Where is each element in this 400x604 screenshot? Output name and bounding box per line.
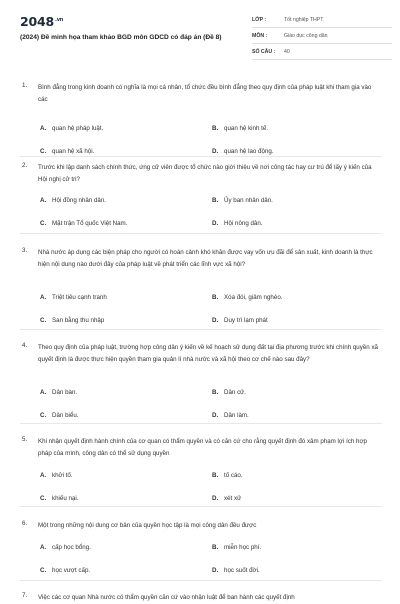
question-number: 1.: [22, 82, 28, 89]
option-letter: C.: [40, 495, 47, 502]
option-letter: A.: [40, 389, 47, 396]
option-letter: C.: [40, 317, 47, 324]
option-letter: A.: [40, 125, 47, 132]
meta-value: Tốt nghiệp THPT: [284, 16, 324, 23]
question-divider: [20, 506, 382, 507]
option-a[interactable]: [40, 544, 91, 551]
exam-title: (2024) Đề minh họa tham khảo BGD môn GDCD có đáp án (Đề 8): [20, 34, 222, 41]
meta-row-subject: [252, 28, 392, 44]
option-letter: C.: [40, 148, 47, 155]
option-letter: B.: [212, 472, 219, 479]
option-text: Dân cử.: [224, 389, 247, 396]
option-d[interactable]: [212, 220, 263, 227]
option-letter: D.: [212, 317, 219, 324]
option-c[interactable]: [40, 148, 94, 155]
exam-meta-table: [252, 12, 392, 60]
option-letter: A.: [40, 472, 47, 479]
question-divider: [20, 329, 382, 330]
option-text: xét xử: [224, 495, 242, 502]
option-text: Xóa đói, giảm nghèo.: [224, 294, 283, 301]
meta-key: SỐ CÂU :: [252, 48, 276, 55]
question-number: 4.: [22, 342, 28, 349]
option-text: quan hệ xã hội.: [52, 148, 95, 155]
meta-row-class: [252, 12, 392, 28]
option-a[interactable]: [40, 472, 73, 479]
question-number: 6.: [22, 520, 28, 527]
option-letter: D.: [212, 495, 219, 502]
question-text: Bình đẳng trong kinh doanh có nghĩa là mọi cá nhân, tổ chức đều bình đẳng theo quy định của pháp luật khi tham gia vào các: [38, 84, 372, 104]
option-b[interactable]: [212, 389, 246, 396]
logo-text: 2048: [20, 14, 54, 29]
option-letter: B.: [212, 197, 219, 204]
option-text: Dân bàn.: [52, 389, 78, 396]
option-text: miễn học phí.: [224, 544, 262, 551]
page-header: [0, 0, 400, 62]
option-d[interactable]: [212, 412, 249, 419]
option-letter: B.: [212, 294, 219, 301]
question-number: 2.: [22, 162, 28, 169]
option-text: học vượt cấp.: [52, 567, 91, 574]
option-letter: D.: [212, 412, 219, 419]
option-a[interactable]: [40, 197, 106, 204]
option-b[interactable]: [212, 472, 243, 479]
option-text: Mặt trận Tổ quốc Việt Nam.: [52, 220, 128, 227]
option-a[interactable]: [40, 389, 77, 396]
option-text: tố cáo.: [224, 472, 243, 479]
option-text: khởi tố.: [52, 472, 73, 479]
option-b[interactable]: [212, 125, 268, 132]
question-text: Việc các cơ quan Nhà nước có thẩm quyền căn cứ vào nhận luật để ban hành các quyết định: [38, 594, 295, 601]
question-number: 5.: [22, 436, 28, 443]
question-text: Khi nhận quyết định hành chính của cơ quan có thẩm quyền và có căn cứ cho rằng quyết định đó xâm phạm lợi ích hợp pháp của mình, công dân có thể sử dụng quyền: [38, 438, 367, 458]
option-d[interactable]: [212, 317, 268, 324]
question-divider: [20, 233, 382, 234]
option-d[interactable]: [212, 148, 274, 155]
site-logo[interactable]: [20, 14, 63, 29]
option-letter: D.: [212, 220, 219, 227]
option-b[interactable]: [212, 197, 273, 204]
option-text: Hội nông dân.: [224, 220, 263, 227]
option-c[interactable]: [40, 412, 79, 419]
option-letter: D.: [212, 148, 219, 155]
meta-key: MÔN :: [252, 32, 268, 39]
meta-key: LỚP :: [252, 16, 267, 23]
option-c[interactable]: [40, 317, 104, 324]
option-c[interactable]: [40, 495, 79, 502]
option-text: học suốt đời.: [224, 567, 260, 574]
option-letter: C.: [40, 220, 47, 227]
meta-row-count: [252, 44, 392, 60]
logo-suffix: .vn: [55, 16, 64, 23]
question-text: Trước khi lập danh sách chính thức, ứng cử viên được tổ chức nào giới thiệu về nơi công tác hay cư trú để lấy ý kiến của Hội nghị cử tri?: [38, 164, 372, 184]
option-text: Ủy ban nhân dân.: [224, 197, 273, 204]
option-text: quan hệ pháp luật.: [52, 125, 104, 132]
option-letter: B.: [212, 544, 219, 551]
question-number: 3.: [22, 247, 28, 254]
option-text: Duy trì lạm phát: [224, 317, 268, 324]
option-c[interactable]: [40, 567, 90, 574]
question-divider: [20, 423, 382, 424]
option-letter: C.: [40, 412, 47, 419]
option-d[interactable]: [212, 567, 260, 574]
option-text: San bằng thu nhập: [52, 317, 105, 324]
option-letter: A.: [40, 197, 47, 204]
option-c[interactable]: [40, 220, 127, 227]
meta-value: Giáo dục công dân: [284, 32, 328, 39]
question-divider: [20, 580, 382, 581]
option-letter: C.: [40, 567, 47, 574]
option-text: Hội đồng nhân dân.: [52, 197, 107, 204]
option-text: cấp học bổng.: [52, 544, 91, 551]
option-letter: B.: [212, 125, 219, 132]
option-d[interactable]: [212, 495, 241, 502]
option-a[interactable]: [40, 294, 107, 301]
question-number: 7.: [22, 592, 28, 599]
option-a[interactable]: [40, 125, 103, 132]
question-divider: [20, 156, 382, 157]
option-b[interactable]: [212, 294, 282, 301]
option-letter: B.: [212, 389, 219, 396]
option-letter: D.: [212, 567, 219, 574]
option-text: Dân biểu.: [52, 412, 79, 419]
option-text: Dân làm.: [224, 412, 249, 419]
question-text: Nhà nước áp dụng các biện pháp cho người có hoàn cảnh khó khăn được vay vốn ưu đãi để sản xuất, kinh doanh là thực hiện nội dung nào dưới đây của pháp luật về phát triển các lĩnh vực xã hội?: [38, 249, 373, 269]
option-text: quan hệ kinh tế.: [224, 125, 269, 132]
option-letter: A.: [40, 544, 47, 551]
option-b[interactable]: [212, 544, 261, 551]
meta-value: 40: [284, 48, 290, 55]
question-text: Theo quy định của pháp luật, trường hợp công dân ý kiến về kế hoạch sử dụng đất tại địa phương trước khi chính quyền xã quyết định là được thực hiện quyền tham gia quản lí nhà nước và xã hội theo cơ chế nào sau đây?: [38, 344, 378, 364]
option-letter: A.: [40, 294, 47, 301]
question-text: Một trong những nội dung cơ bản của quyền học tập là mọi công dân đều được: [38, 522, 257, 529]
option-text: Triệt tiêu cạnh tranh: [52, 294, 107, 301]
option-text: quan hệ lao động.: [224, 148, 274, 155]
option-text: khiếu nại.: [52, 495, 79, 502]
